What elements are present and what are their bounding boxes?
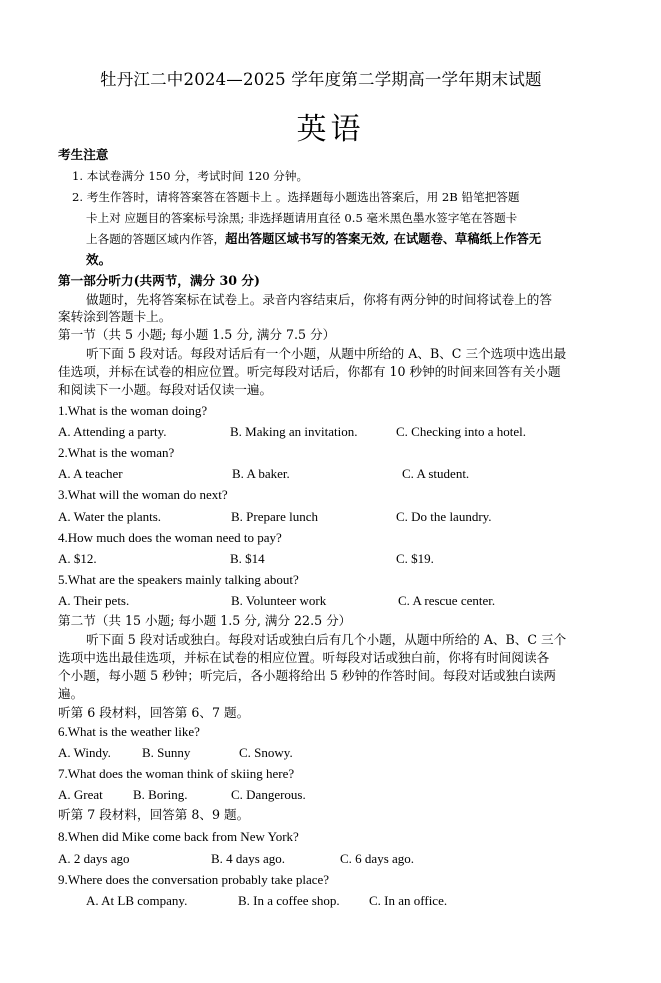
option-b: B. Volunteer work [231,593,327,608]
option-c: C. Checking into a hotel. [396,424,526,439]
notice-heading: 考生注意 [58,147,109,162]
section2-intro-line-2: 选项中选出最佳选项，并标在试卷的相应位置。听每段对话或独白前，你将有时间阅读各 [58,650,550,665]
option-b: B. Making an invitation. [230,424,358,439]
section2-heading: 第二节（共 15 小题; 每小题 1.5 分, 满分 22.5 分） [58,613,352,628]
notice-item-2-line-1: 2. 考生作答时，请将答案答在答题卡上 。选择题每小题选出答案后，用 2B 铅笔把答题 [72,190,520,204]
section1-intro-line-1: 听下面 5 段对话。每段对话后有一个小题，从题中所给的 A、B、C 三个选项中选出最 [86,346,567,361]
option-a: A. Attending a party. [58,424,167,439]
question-stem: 5.What are the speakers mainly talking about? [58,572,299,587]
option-c: C. 6 days ago. [340,851,415,866]
option-a: A. Their pets. [58,593,130,608]
option-a: A. A teacher [58,466,123,481]
notice-item-2-bold: 超出答题区域书写的答案无效, 在试题卷、草稿纸上作答无 [225,231,542,246]
part1-heading: 第一部分听力(共两节，满分 30 分) [58,273,260,288]
option-b: B. Sunny [142,745,191,760]
question-stem: 9.Where does the conversation probably take place? [58,872,330,887]
notice-item-2-line-2: 卡上对 应题目的答案标号涂黑; 非选择题请用直径 0.5 毫米黑色墨水签字笔在答题卡 [86,211,518,225]
question-stem: 8.When did Mike come back from New York? [58,829,299,844]
question-stem: 2.What is the woman? [58,445,175,460]
option-c: C. A rescue center. [398,593,496,608]
notice-item-2-line-3 [86,231,541,247]
option-b: B. 4 days ago. [211,851,286,866]
exam-title: 牡丹江二中2024—2025 学年度第二学期高一学年期末试题 [100,70,542,89]
question-stem: 6.What is the weather like? [58,724,200,739]
option-a: A. 2 days ago [58,851,130,866]
option-b: B. Prepare lunch [231,509,319,524]
option-c: C. Dangerous. [231,787,306,802]
section2-intro-line-1: 听下面 5 段对话或独白。每段对话或独白后有几个小题，从题中所给的 A、B、C 三个 [86,632,567,647]
notice-item-2-line-4: 效。 [86,252,112,267]
option-b: B. Boring. [133,787,188,802]
subject-heading: 英语 [296,112,365,147]
question-stem: 3.What will the woman do next? [58,487,228,502]
option-b: B. In a coffee shop. [238,893,340,908]
section1-heading: 第一节（共 5 小题; 每小题 1.5 分, 满分 7.5 分） [58,327,336,342]
option-c: C. Do the laundry. [396,509,492,524]
part1-intro-line-1: 做题时，先将答案标在试卷上。录音内容结束后，你将有两分钟的时间将试卷上的答 [86,292,552,307]
option-a: A. Windy. [58,745,111,760]
option-a: A. At LB company. [86,893,188,908]
option-c: C. Snowy. [239,745,293,760]
option-a: A. Great [58,787,103,802]
option-b: B. A baker. [232,466,290,481]
part1-intro-line-2: 案转涂到答题卡上。 [58,309,172,324]
material-6-instruction: 听第 6 段材料，回答第 6、7 题。 [58,705,250,720]
question-stem: 4.How much does the woman need to pay? [58,530,282,545]
material-7-instruction: 听第 7 段材料，回答第 8、9 题。 [58,807,250,822]
section1-intro-line-2: 佳选项，并标在试卷的相应位置。听完每段对话后，你都有 10 秒钟的时间来回答有关小题 [58,364,561,379]
option-a: A. Water the plants. [58,509,162,524]
option-c: C. In an office. [369,893,448,908]
notice-item-1: 1. 本试卷满分 150 分，考试时间 120 分钟。 [72,169,309,183]
option-c: C. $19. [396,551,434,566]
question-stem: 7.What does the woman think of skiing here? [58,766,295,781]
section1-intro-line-3: 和阅读下一小题。每段对话仅读一遍。 [58,382,273,397]
section2-intro-line-3: 个小题，每小题 5 秒钟；听完后，各小题将给出 5 秒钟的作答时间。每段对话或独白读两 [58,668,557,683]
section2-intro-line-4: 遍。 [58,686,84,701]
option-c: C. A student. [402,466,470,481]
option-a: A. $12. [58,551,97,566]
option-b: B. $14 [230,551,265,566]
notice-item-2-normal: 上各题的答题区域内作答， [86,232,226,246]
question-stem: 1.What is the woman doing? [58,403,208,418]
